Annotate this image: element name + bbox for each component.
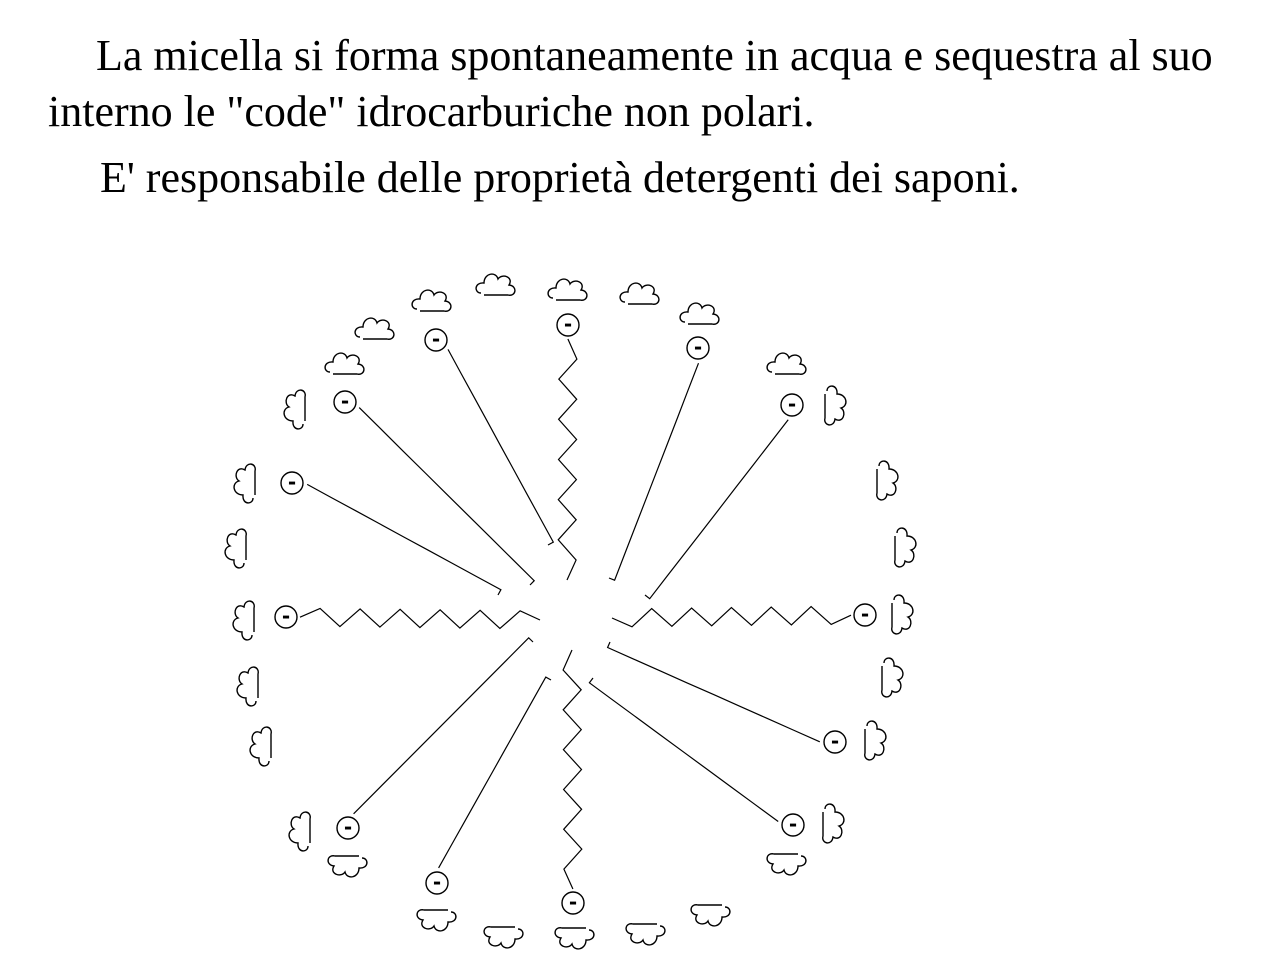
water-cluster-icon xyxy=(825,386,846,425)
negative-charge-label: - xyxy=(860,602,870,626)
hydrocarbon-tail xyxy=(448,349,553,545)
polar-head xyxy=(334,389,356,413)
water-cluster-icon xyxy=(767,854,806,875)
hydrocarbon-tail xyxy=(608,642,820,742)
polar-head xyxy=(426,870,448,894)
negative-charge-label: - xyxy=(431,327,441,351)
polar-head xyxy=(425,327,447,351)
water-cluster-icon xyxy=(892,595,913,634)
water-cluster-icon xyxy=(767,353,806,374)
water-cluster-icon xyxy=(289,812,310,851)
negative-charge-label: - xyxy=(281,604,291,628)
water-cluster-icon xyxy=(284,390,305,429)
water-cluster-icon xyxy=(355,318,394,339)
paragraph-1: La micella si forma spontaneamente in acqua e sequestra al suo interno le "code" idrocarburiche non polari. xyxy=(48,31,1213,136)
water-cluster-icon xyxy=(412,290,451,311)
negative-charge-label: - xyxy=(787,392,797,416)
polar-head xyxy=(854,602,876,626)
polar-head xyxy=(275,604,297,628)
hydrocarbon-tail xyxy=(300,608,540,628)
hydrocarbon-tails xyxy=(300,339,851,889)
water-cluster-icon xyxy=(620,283,659,304)
slide-text xyxy=(48,28,1248,206)
hydrocarbon-tail xyxy=(359,408,534,585)
water-cluster-icon xyxy=(865,721,886,760)
hydrocarbon-tail xyxy=(558,339,577,580)
water-cluster-icon xyxy=(233,601,254,640)
water-cluster-icon xyxy=(823,804,844,843)
negative-charge-label: - xyxy=(287,470,297,494)
water-cluster-icon xyxy=(328,856,367,877)
water-cluster-icon xyxy=(417,910,456,931)
water-cluster-icon xyxy=(225,529,246,568)
water-cluster-icon xyxy=(555,928,594,949)
hydrocarbon-tail xyxy=(563,650,582,889)
water-cluster-icon xyxy=(250,727,271,766)
hydrocarbon-tail xyxy=(439,677,551,868)
polar-head xyxy=(782,812,804,836)
water-cluster-icon xyxy=(877,461,898,500)
hydrocarbon-tail xyxy=(307,484,501,595)
negative-charge-label: - xyxy=(340,389,350,413)
polar-head xyxy=(337,815,359,839)
polar-head xyxy=(562,890,584,914)
water-cluster-icon xyxy=(680,303,719,324)
negative-charge-label: - xyxy=(568,890,578,914)
negative-charge-label: - xyxy=(830,729,840,753)
negative-charge-label: - xyxy=(432,870,442,894)
hydrocarbon-tail xyxy=(589,678,778,822)
water-cluster-icon xyxy=(691,905,730,926)
water-cluster-icon xyxy=(626,924,665,945)
paragraph-2: E' responsabile delle proprietà detergenti dei saponi. xyxy=(100,153,1020,202)
water-molecules xyxy=(225,274,916,949)
water-cluster-icon xyxy=(895,528,916,567)
polar-head xyxy=(281,470,303,494)
polar-head xyxy=(687,335,709,359)
hydrocarbon-tail xyxy=(354,638,533,814)
polar-head xyxy=(824,729,846,753)
water-cluster-icon xyxy=(325,353,364,374)
water-cluster-icon xyxy=(234,464,255,503)
micelle-diagram xyxy=(0,240,1280,960)
water-cluster-icon xyxy=(484,927,523,948)
hydrocarbon-tail xyxy=(612,607,851,627)
polar-head xyxy=(781,392,803,416)
water-cluster-icon xyxy=(548,279,587,300)
water-cluster-icon xyxy=(476,274,515,295)
negative-charge-label: - xyxy=(563,312,573,336)
negative-charge-label: - xyxy=(343,815,353,839)
negative-charge-label: - xyxy=(788,812,798,836)
hydrocarbon-tail xyxy=(609,363,699,580)
water-cluster-icon xyxy=(237,667,258,706)
negative-charge-label: - xyxy=(693,335,703,359)
polar-head xyxy=(557,312,579,336)
water-cluster-icon xyxy=(882,658,903,697)
